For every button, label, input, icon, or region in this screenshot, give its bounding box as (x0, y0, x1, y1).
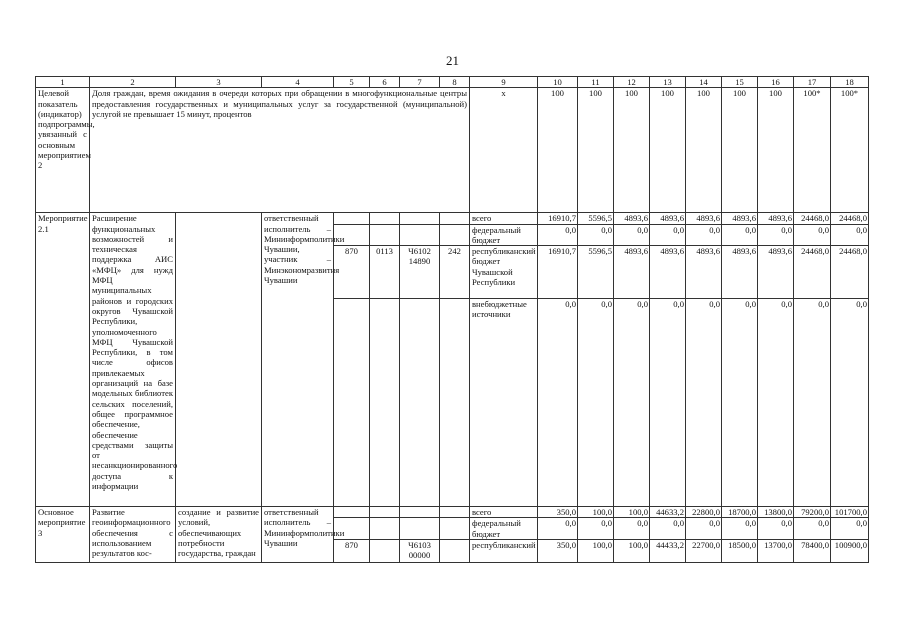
funding-value: 350,0 (538, 540, 578, 563)
main-activity-3-executor: ответственный исполнитель – Мининформполитики Чувашии (262, 507, 334, 563)
indicator-value: 100 (538, 88, 578, 213)
funding-value: 0,0 (650, 518, 686, 540)
funding-value: 0,0 (578, 518, 614, 540)
funding-value: 0,0 (831, 518, 869, 540)
funding-value: 18500,0 (722, 540, 758, 563)
funding-source: республиканский бюджет Чувашской Республики (470, 246, 538, 299)
funding-value: 0,0 (831, 299, 869, 507)
code-target: Ч6103 00000 (400, 540, 440, 563)
funding-value: 16910,7 (538, 246, 578, 299)
funding-value: 0,0 (831, 224, 869, 246)
funding-value: 0,0 (794, 518, 831, 540)
col-number: 2 (90, 77, 176, 88)
indicator-value: 100 (758, 88, 794, 213)
funding-value: 4893,6 (614, 213, 650, 224)
indicator-value: 100 (722, 88, 758, 213)
code-target: Ч6102 14890 (400, 246, 440, 299)
funding-value: 101700,0 (831, 507, 869, 518)
funding-value: 4893,6 (722, 213, 758, 224)
main-activity-3-label: Основное мероприятие 3 (36, 507, 90, 563)
funding-value: 13700,0 (758, 540, 794, 563)
funding-value: 0,0 (722, 224, 758, 246)
funding-value: 5596,5 (578, 246, 614, 299)
code-expense-type: 242 (440, 246, 470, 299)
funding-value: 4893,6 (722, 246, 758, 299)
indicator-row (36, 88, 869, 213)
column-number-row (36, 77, 869, 88)
indicator-value: 100* (831, 88, 869, 213)
indicator-value: 100 (578, 88, 614, 213)
main-activity-3-row-total (36, 507, 869, 518)
col-number: 11 (578, 77, 614, 88)
funding-value: 100900,0 (831, 540, 869, 563)
funding-value: 44633,2 (650, 507, 686, 518)
funding-value: 0,0 (650, 299, 686, 507)
funding-value: 4893,6 (614, 246, 650, 299)
funding-value: 350,0 (538, 507, 578, 518)
funding-value: 0,0 (758, 224, 794, 246)
funding-value: 100,0 (578, 540, 614, 563)
funding-source: внебюджетные источники (470, 299, 538, 507)
funding-value: 16910,7 (538, 213, 578, 224)
funding-value: 24468,0 (794, 213, 831, 224)
col-number: 12 (614, 77, 650, 88)
col-number: 4 (262, 77, 334, 88)
funding-source: всего (470, 507, 538, 518)
funding-value: 0,0 (538, 299, 578, 507)
funding-value: 0,0 (794, 299, 831, 507)
funding-value: 24468,0 (831, 213, 869, 224)
col-number: 15 (722, 77, 758, 88)
col-number: 7 (400, 77, 440, 88)
code-section: 0113 (370, 246, 400, 299)
funding-value: 79200,0 (794, 507, 831, 518)
funding-source: федеральный бюджет (470, 518, 538, 540)
funding-value: 5596,5 (578, 213, 614, 224)
funding-value: 4893,6 (686, 213, 722, 224)
col-number: 16 (758, 77, 794, 88)
col-number: 10 (538, 77, 578, 88)
col-number: 14 (686, 77, 722, 88)
col-number: 18 (831, 77, 869, 88)
budget-table (35, 76, 869, 563)
funding-value: 100,0 (614, 507, 650, 518)
funding-value: 78400,0 (794, 540, 831, 563)
funding-value: 0,0 (614, 299, 650, 507)
indicator-label: Целевой показатель (индикатор) подпрограммы, увязанный с основным мероприятием 2 (36, 88, 90, 213)
funding-value: 0,0 (722, 518, 758, 540)
page-number: 21 (446, 53, 459, 68)
funding-source: всего (470, 213, 538, 224)
funding-value: 4893,6 (758, 213, 794, 224)
funding-value: 4893,6 (758, 246, 794, 299)
funding-value: 22800,0 (686, 507, 722, 518)
col-number: 6 (370, 77, 400, 88)
indicator-value: 100 (686, 88, 722, 213)
funding-source: федеральный бюджет (470, 224, 538, 246)
code-ministry: 870 (334, 540, 370, 563)
col-number: 3 (176, 77, 262, 88)
funding-value: 0,0 (650, 224, 686, 246)
activity-2-1-label: Мероприятие 2.1 (36, 213, 90, 507)
indicator-value: 100 (614, 88, 650, 213)
col-number: 5 (334, 77, 370, 88)
col-number: 8 (440, 77, 470, 88)
main-activity-3-description: Развитие геоинформационного обеспечения с использованием результатов кос- (90, 507, 176, 563)
funding-value: 0,0 (686, 224, 722, 246)
funding-value: 18700,0 (722, 507, 758, 518)
main-activity-3-result: создание и развитие условий, обеспечивающих потребности государства, граждан (176, 507, 262, 563)
funding-value: 4893,6 (686, 246, 722, 299)
col-number: 13 (650, 77, 686, 88)
funding-value: 0,0 (578, 299, 614, 507)
funding-value: 4893,6 (650, 246, 686, 299)
funding-value: 44433,2 (650, 540, 686, 563)
funding-value: 0,0 (538, 224, 578, 246)
funding-value: 0,0 (758, 299, 794, 507)
indicator-value: 100 (650, 88, 686, 213)
funding-value: 24468,0 (831, 246, 869, 299)
funding-value: 24468,0 (794, 246, 831, 299)
indicator-description: Доля граждан, время ожидания в очереди которых при обращении в многофункциональные центры предоставления государственных и муниципальных услуг за государственной (муниципальной) услугой не превышает 15 минут, процентов (90, 88, 470, 213)
funding-value: 0,0 (686, 299, 722, 507)
funding-source: республиканский (470, 540, 538, 563)
funding-value: 0,0 (686, 518, 722, 540)
funding-value: 100,0 (614, 540, 650, 563)
activity-2-1-result (176, 213, 262, 507)
code-ministry: 870 (334, 246, 370, 299)
activity-2-1-executor: ответственный исполнитель – Мининформполитики Чувашии, участник – Минэкономразвития Чувашии (262, 213, 334, 507)
funding-value: 13800,0 (758, 507, 794, 518)
col-number: 9 (470, 77, 538, 88)
funding-value: 0,0 (614, 518, 650, 540)
funding-value: 0,0 (538, 518, 578, 540)
funding-value: 0,0 (614, 224, 650, 246)
funding-value: 0,0 (758, 518, 794, 540)
funding-value: 4893,6 (650, 213, 686, 224)
activity-2-1-row-total (36, 213, 869, 224)
funding-value: 0,0 (722, 299, 758, 507)
activity-2-1-description: Расширение функциональных возможностей и техническая поддержка АИС «МФЦ» для нужд МФЦ муниципальных районов и городских округов Чувашской Республики, уполномоченного МФЦ Чувашской Республики, в том числе офисов привлекаемых организаций на базе модельных библиотек сельских поселений, общее программное обеспечение, обеспечение средствами защиты от несанкционированного доступа к информации (90, 213, 176, 507)
funding-value: 22700,0 (686, 540, 722, 563)
indicator-value: 100* (794, 88, 831, 213)
col-number: 17 (794, 77, 831, 88)
funding-value: 0,0 (578, 224, 614, 246)
funding-value: 100,0 (578, 507, 614, 518)
indicator-col9: x (470, 88, 538, 213)
funding-value: 0,0 (794, 224, 831, 246)
col-number: 1 (36, 77, 90, 88)
